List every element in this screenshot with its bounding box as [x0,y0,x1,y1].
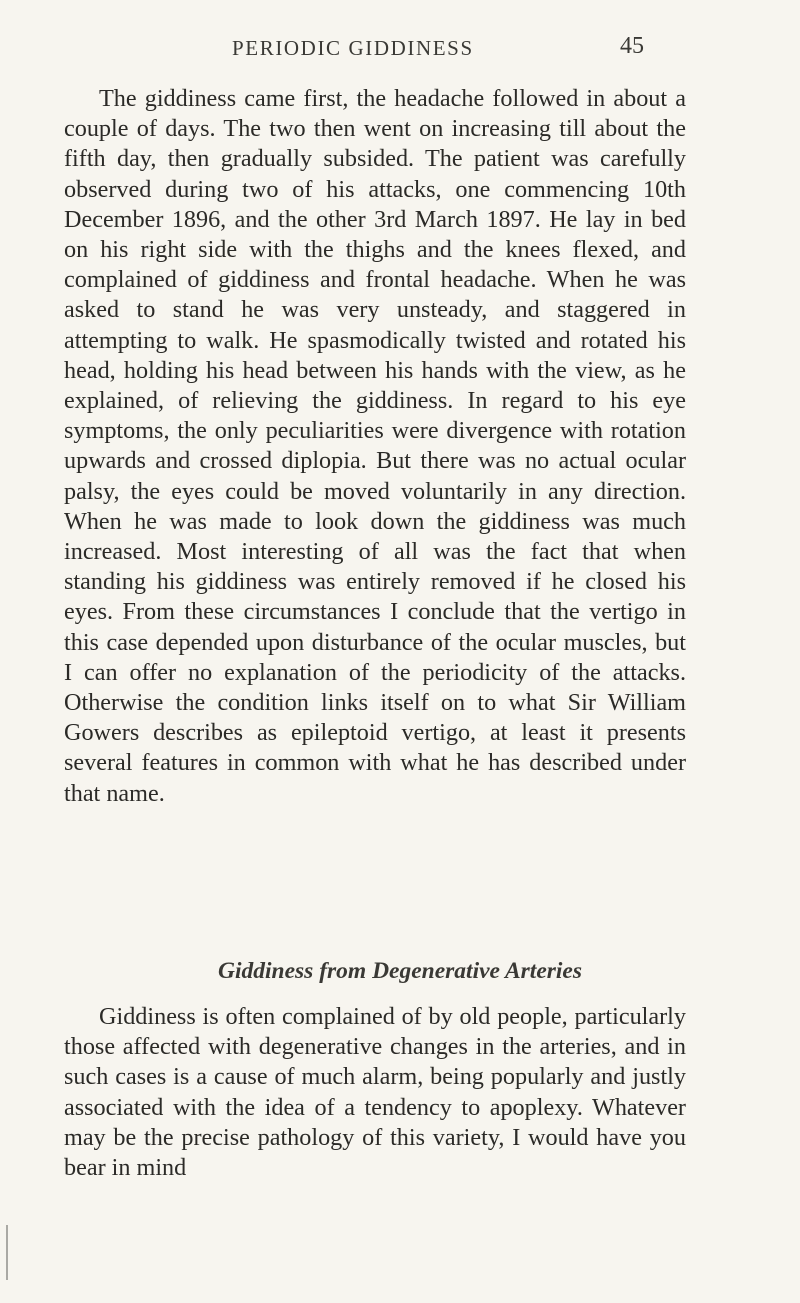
paragraph-2: Giddiness is often complained of by old people, particularly those affected with degenerative changes in the arteries, and in such cases is a cause of much alarm, being popularly and justly associated with the idea of a tendency to apoplexy. Whatever may be the precise pathology of this variety, I would have you bear in mind [64,1003,686,1182]
paragraph-1: The giddiness came first, the headache followed in about a couple of days. The two then went on increasing till about the fifth day, then gradually subsided. The patient was carefully observed during two of his attacks, one commencing 10th December 1896, and the other 3rd March 1897. He lay in bed on his right side with the thighs and the knees flexed, and complained of giddiness and frontal headache. When he was asked to stand he was very unsteady, and staggered in attempting to walk. He spasmodically twisted and rotated his head, holding his head between his hands with the view, as he explained, of relieving the giddiness. In regard to his eye symptoms, the only peculiarities were divergence with rotation upwards and crossed diplopia. But there was no actual ocular palsy, the eyes could be moved voluntarily in any direction. When he was made to look down the giddiness was much increased. Most interesting of all was the fact that when standing his giddiness was entirely removed if he closed his eyes. From these circumstances I conclude that the vertigo in this case depended upon disturbance of the ocular muscles, but I can offer no explanation of the periodicity of the attacks. Otherwise the condition links itself on to what Sir William Gowers describes as epileptoid vertigo, at least it presents several features in common with what he has described under that name. [64,85,686,807]
section-heading: Giddiness from Degenerative Arteries [218,958,582,984]
running-head: PERIODIC GIDDINESS [232,36,474,60]
page-number: 45 [620,33,644,59]
scan-edge-mark [6,1225,8,1280]
